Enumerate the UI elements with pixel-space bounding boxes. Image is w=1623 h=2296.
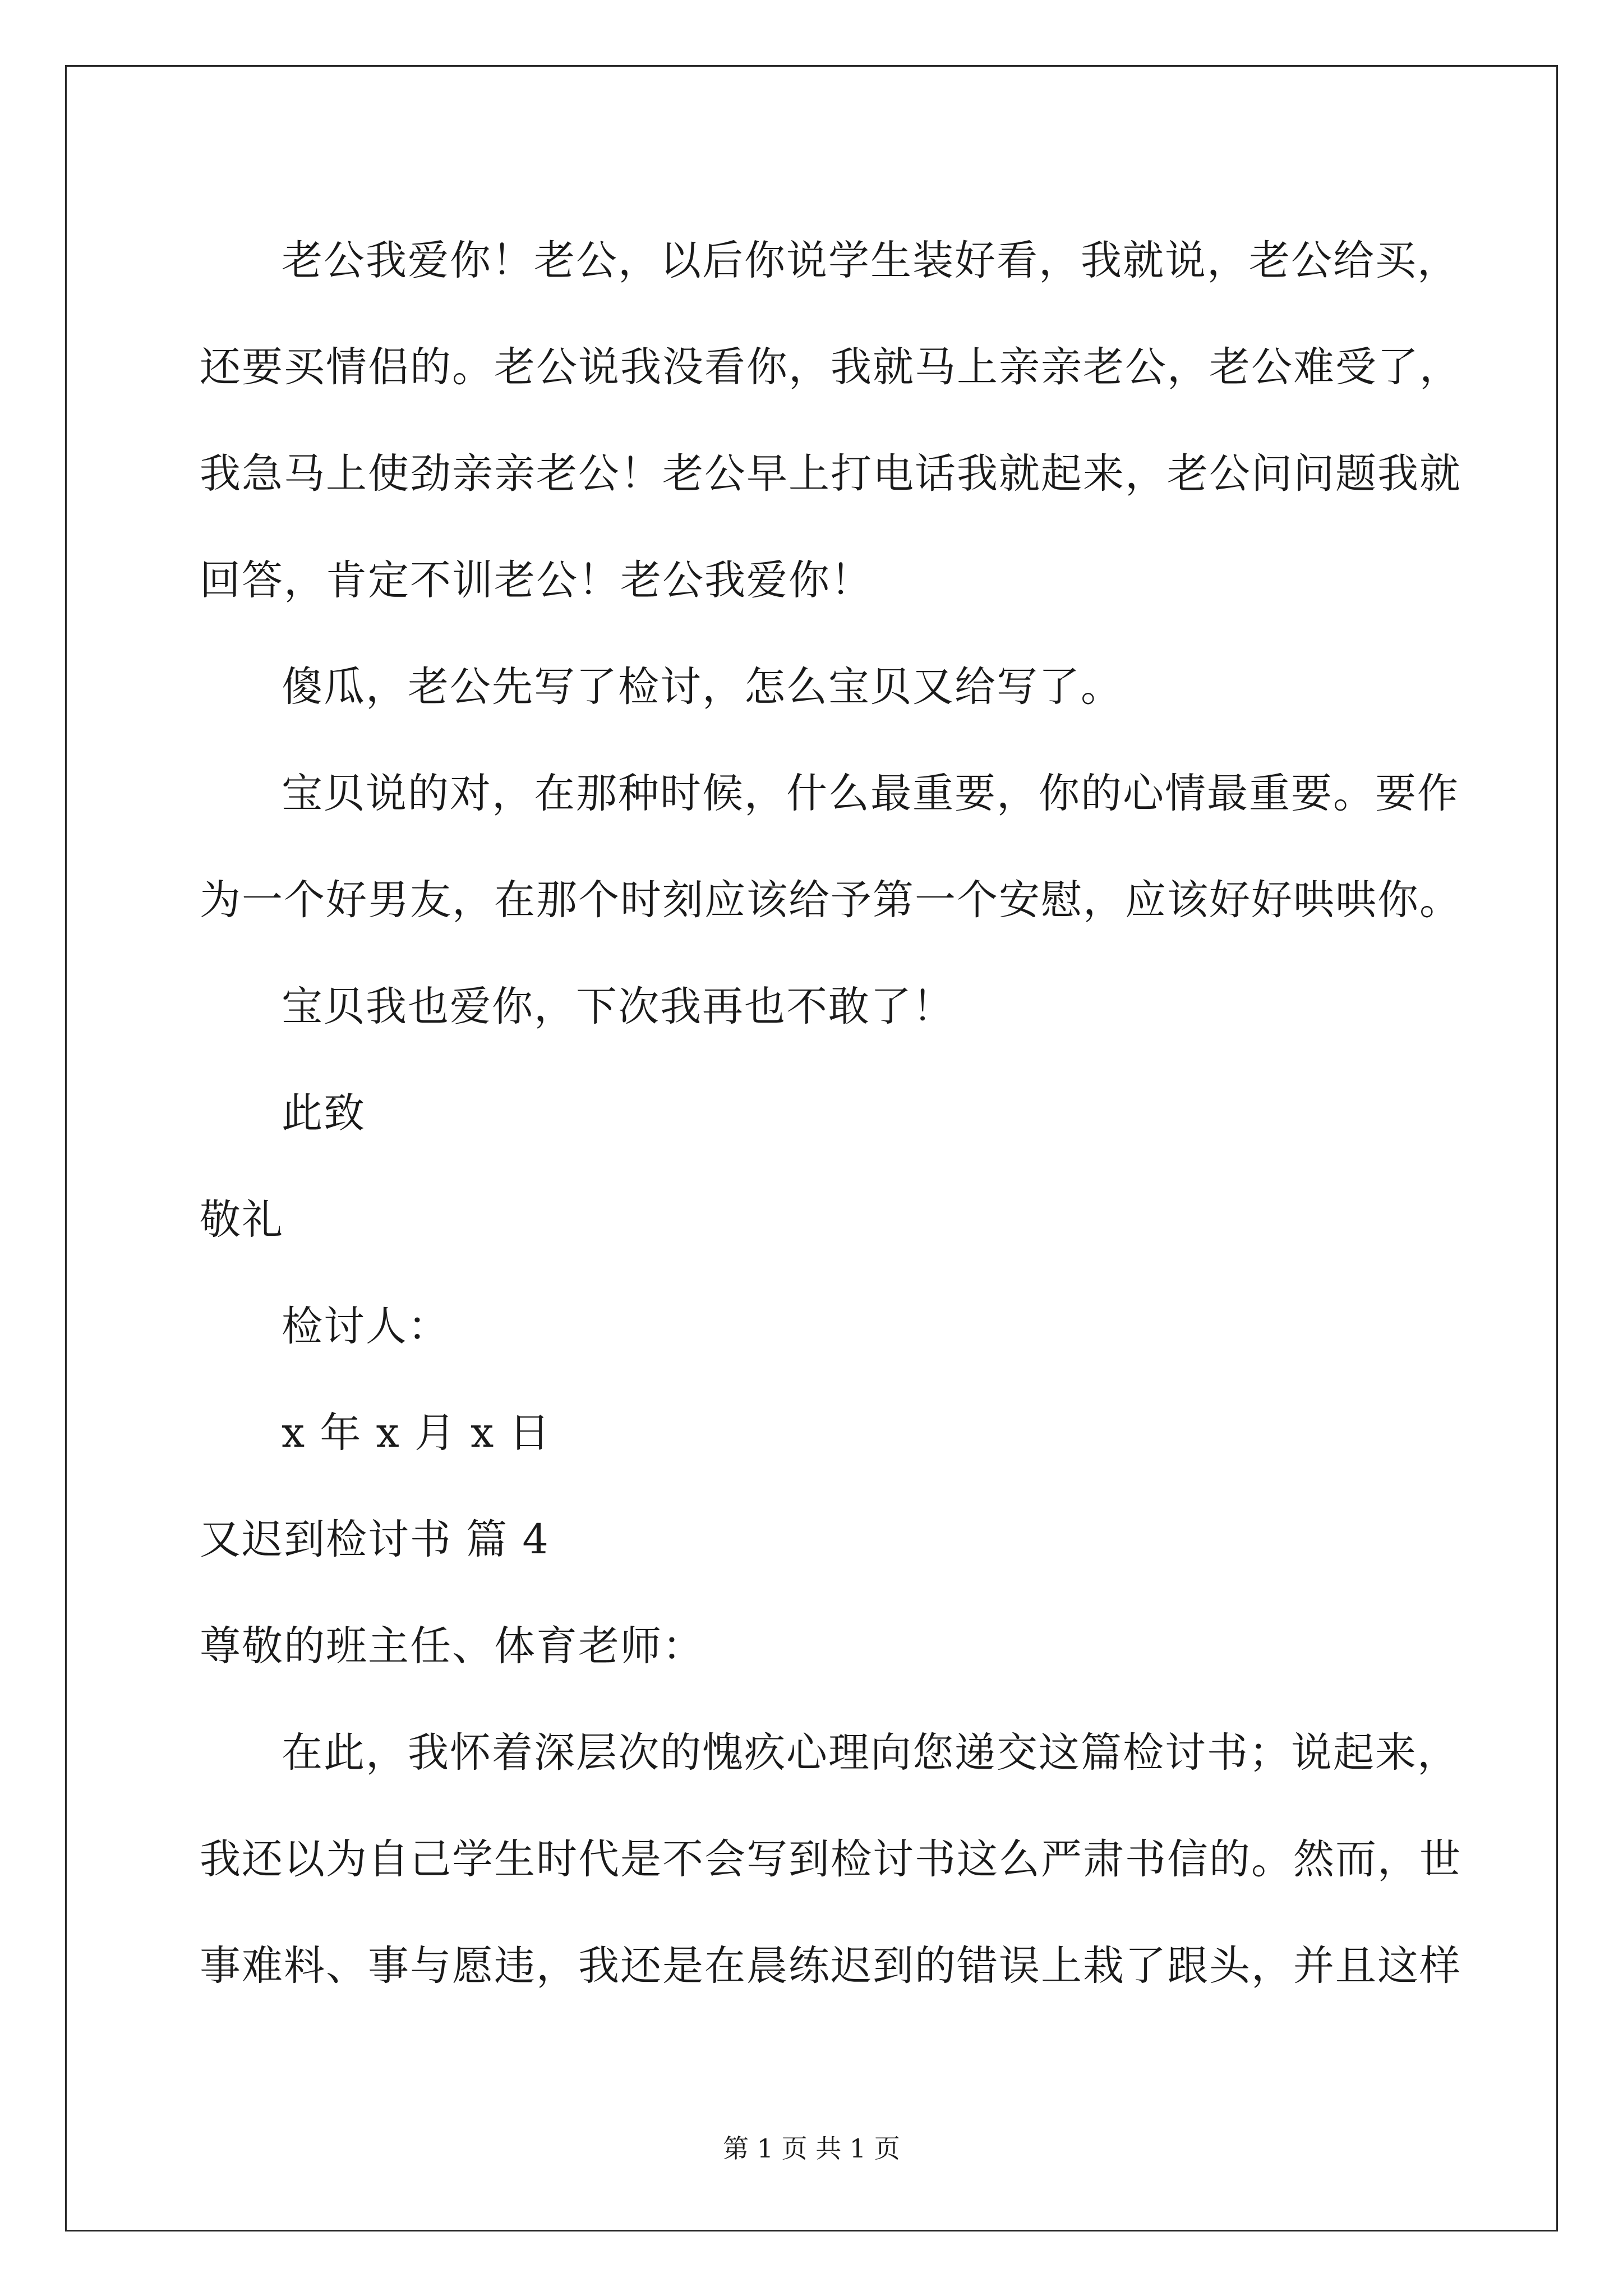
text-line: 傻瓜，老公先写了检讨，怎么宝贝又给写了。 (282, 663, 1123, 711)
date-line: x 年 x 月 x 日 (282, 1409, 551, 1457)
text-line: 宝贝说的对，在那种时候，什么最重要，你的心情最重要。要作 (282, 770, 1459, 817)
text-line: 我还以为自己学生时代是不会写到检讨书这么严肃书信的。然而，世 (200, 1835, 1461, 1883)
text-line: 宝贝我也爱你，下次我再也不敢了！ (282, 983, 955, 1030)
closing-salutation: 此致 (282, 1089, 366, 1137)
text-line: 回答，肯定不训老公！老公我爱你！ (200, 556, 873, 604)
document-body (200, 208, 1461, 2019)
text-line: 在此，我怀着深层次的愧疚心理向您递交这篇检讨书；说起来， (282, 1729, 1459, 1777)
text-line: 我急马上使劲亲亲老公！老公早上打电话我就起来，老公问问题我就 (200, 450, 1461, 498)
section-heading: 又迟到检讨书 篇 4 (200, 1516, 550, 1563)
text-line: 事难料、事与愿违，我还是在晨练迟到的错误上栽了跟头，并且这样 (200, 1942, 1461, 1990)
recipient-greeting: 尊敬的班主任、体育老师： (200, 1622, 704, 1670)
page-number-footer: 第 1 页 共 1 页 (723, 2133, 900, 2164)
text-line: 老公我爱你！老公，以后你说学生装好看，我就说，老公给买， (282, 237, 1459, 284)
text-line: 为一个好男友，在那个时刻应该给予第一个安慰，应该好好哄哄你。 (200, 876, 1461, 924)
closing-regards: 敬礼 (200, 1196, 284, 1244)
text-line: 还要买情侣的。老公说我没看你，我就马上亲亲老公，老公难受了， (200, 343, 1461, 391)
signature-label: 检讨人： (282, 1303, 450, 1350)
